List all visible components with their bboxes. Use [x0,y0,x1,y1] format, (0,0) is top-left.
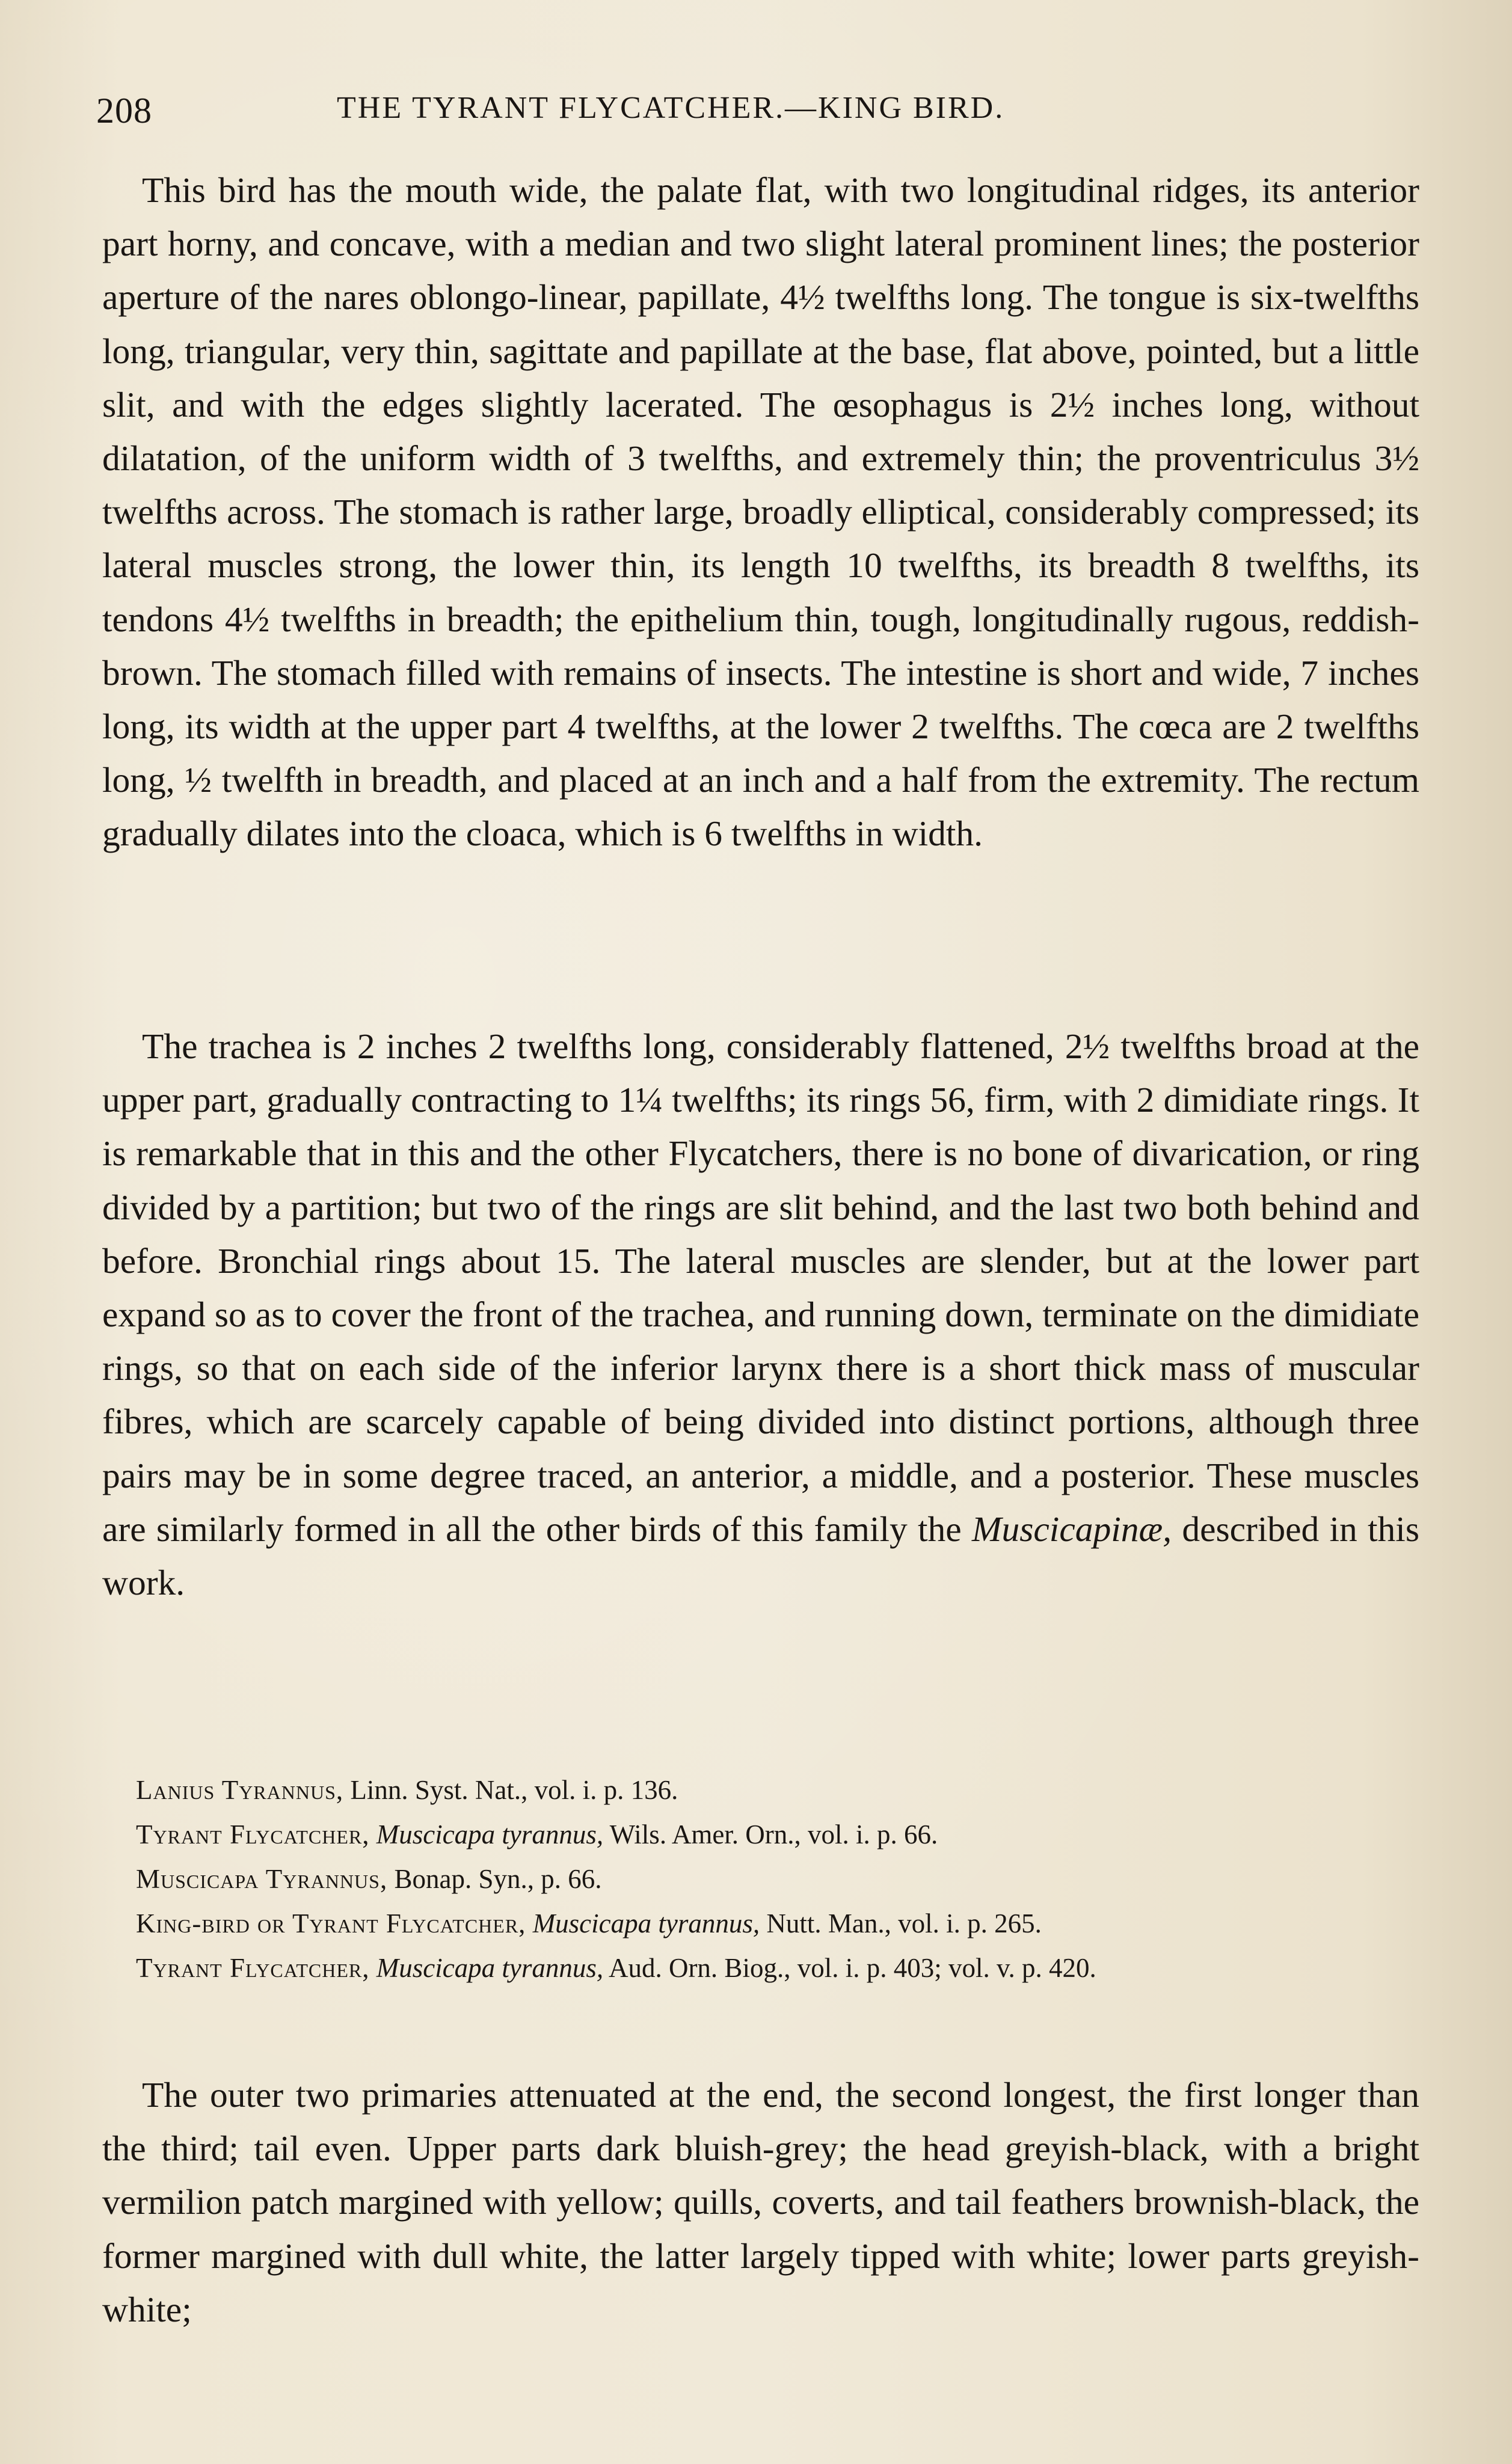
synonym-reference: Nutt. Man., vol. i. p. 265. [760,1908,1042,1938]
synonym-entry [136,1901,1411,1946]
synonym-reference: Aud. Orn. Biog., vol. i. p. 403; vol. v. p. 420. [603,1953,1096,1983]
paragraph-text-end: described in this work. [102,1509,1419,1603]
synonym-latin: Muscicapa tyrannus, [369,1819,604,1850]
synonym-entry [136,1857,1411,1901]
paragraph-text: The outer two primaries attenuated at the end, the second longest, the first longer than the third; tail even. Upper parts dark bluish-grey; the head greyish-black, with a bright vermilion patch margined with yellow; quills, coverts, and tail feathers brownish-black, the former margined with dull white, the latter largely tipped with white; lower parts greyish-white; [102,2075,1419,2329]
anatomy-paragraph [102,164,1419,861]
synonym-name: Tyrant Flycatcher, [136,1953,370,1983]
running-head: THE TYRANT FLYCATCHER.—KING BIRD. [337,91,1005,125]
synonym-entry [136,1768,1411,1812]
synonym-name: Lanius Tyrannus, [136,1775,344,1805]
plumage-paragraph [102,2068,1419,2337]
page-number: 208 [96,91,152,130]
trachea-paragraph [102,1020,1419,1610]
synonym-entry [136,1946,1411,1990]
synonym-entry [136,1812,1411,1857]
paragraph-text-start: The trachea is 2 inches 2 twelfths long, considerably flattened, 2½ twelfths broad at the upper part, gradually contracting to 1¼ twelfths; its rings 56, firm, with 2 dimidiate rings. It is remarkable that in this and the other Flycatchers, there is no bone of divarication, or ring divided by a partition; but two of the rings are slit behind, and the last two both behind and before. Bronchial rings about 15. The lateral muscles are slender, but at the lower part expand so as to cover the front of the trachea, and running down, terminate on the dimidiate rings, so that on each side of the inferior larynx there is a short thick mass of muscular fibres, which are scarcely capable of being divided into distinct portions, although three pairs may be in some degree traced, an anterior, a middle, and a posterior. These muscles are similarly formed in all the other birds of this family the [102,1026,1419,1549]
family-name: Muscicapinæ, [971,1509,1172,1549]
synonym-name: Muscicapa Tyrannus, [136,1864,388,1894]
synonym-reference: Linn. Syst. Nat., vol. i. p. 136. [343,1775,678,1805]
page-header [96,90,1419,138]
synonym-latin: Muscicapa tyrannus, [526,1908,760,1938]
synonym-name: King-bird or Tyrant Flycatcher, [136,1908,526,1938]
paragraph-text: This bird has the mouth wide, the palate flat, with two longitudinal ridges, its anterior part horny, and concave, with a median and two slight lateral prominent lines; the posterior aperture of the nares oblongo-linear, papillate, 4½ twelfths long. The tongue is six-twelfths long, triangular, very thin, sagittate and papillate at the base, flat above, pointed, but a little slit, and with the edges slightly lacerated. The œsophagus is 2½ inches long, without dilatation, of the uniform width of 3 twelfths, and extremely thin; the proventriculus 3½ twelfths across. The stomach is rather large, broadly elliptical, considerably compressed; its lateral muscles strong, the lower thin, its length 10 twelfths, its breadth 8 twelfths, its tendons 4½ twelfths in breadth; the epithelium thin, tough, longitudinally rugous, reddish-brown. The stomach filled with remains of insects. The intestine is short and wide, 7 inches long, its width at the upper part 4 twelfths, at the lower 2 twelfths. The cœca are 2 twelfths long, ½ twelfth in breadth, and placed at an inch and a half from the extremity. The rectum gradually dilates into the cloaca, which is 6 twelfths in width. [102,170,1419,854]
synonym-reference: Wils. Amer. Orn., vol. i. p. 66. [603,1819,938,1850]
synonym-name: Tyrant Flycatcher, [136,1819,370,1850]
paragraph-text [102,1020,1419,1610]
synonym-reference: Bonap. Syn., p. 66. [387,1864,602,1894]
synonym-latin: Muscicapa tyrannus, [369,1953,604,1983]
synonymy-list [136,1768,1411,1990]
